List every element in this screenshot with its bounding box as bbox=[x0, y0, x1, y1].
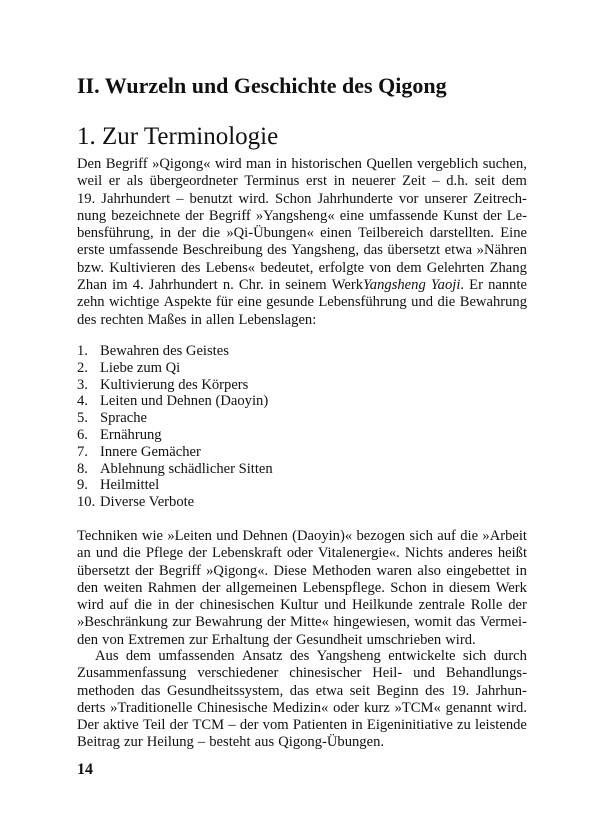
list-item bbox=[77, 360, 273, 377]
text-line: des rechten Maßes in allen Lebenslagen: bbox=[77, 311, 317, 328]
list-item-text: Diverse Verbote bbox=[100, 494, 195, 511]
text-line: Zusammenfassung verschiedener chinesischer Heil- und Behandlungs- bbox=[77, 665, 527, 682]
text-line: den weiten Rahmen der allgemeinen Lebenspflege. Schon in diesem Werk bbox=[77, 579, 527, 596]
list-item-number: 7. bbox=[77, 443, 88, 460]
list-item bbox=[77, 343, 273, 360]
text-line: nung bezeichnete der Begriff »Yangsheng« eine umfassende Kunst der Le- bbox=[77, 207, 527, 224]
text-line: 19. Jahrhundert – benutzt wird. Schon Jahrhunderte vor unserer Zeitrech- bbox=[77, 190, 527, 207]
list-item-text: Ablehnung schädlicher Sitten bbox=[100, 460, 273, 477]
text-line: Techniken wie »Leiten und Dehnen (Daoyin)« bezogen sich auf die »Arbeit bbox=[77, 528, 527, 544]
text-line: den von Extremen zur Erhaltung der Gesundheit umschrieben wird. bbox=[77, 631, 476, 648]
text-line: wird auf die in der chinesischen Kultur und Heilkunde zentrale Rolle der bbox=[77, 597, 527, 614]
section-title: 1. Zur Terminologie bbox=[77, 123, 279, 150]
list-item-number: 3. bbox=[77, 376, 88, 393]
chapter-title: II. Wurzeln und Geschichte des Qigong bbox=[77, 73, 447, 98]
text-line: Aus dem umfassenden Ansatz des Yangsheng entwickelte sich durch bbox=[95, 648, 527, 664]
list-item-text: Innere Gemächer bbox=[100, 443, 201, 460]
intro-paragraph bbox=[77, 156, 527, 329]
text-line: weil er als übergeordneter Terminus erst in neuerer Zeit – d.h. seit dem bbox=[77, 173, 527, 190]
text-line: Zhan im 4. Jahrhundert n. Chr. in seinem WerkYangsheng Yaoji. Er nannte bbox=[77, 277, 527, 294]
text-line: »Beschränkung zur Bewahrung der Mitte« hingewiesen, womit das Vermei- bbox=[77, 614, 527, 631]
text-line: zehn wichtige Aspekte für eine gesunde Lebensführung und die Bewahrung bbox=[77, 294, 527, 311]
list-item-text: Kultivierung des Körpers bbox=[100, 376, 249, 393]
text-line: Der aktive Teil der TCM – der vom Patienten in Eigeninitiative zu leistende bbox=[77, 717, 527, 734]
list-item-number: 4. bbox=[77, 393, 88, 410]
list-item-text: Liebe zum Qi bbox=[100, 359, 181, 376]
text-line: derts »Traditionelle Chinesische Medizin« oder kurz »TCM« genannt wird. bbox=[77, 699, 527, 716]
list-item bbox=[77, 461, 273, 478]
list-item bbox=[77, 393, 273, 410]
list-item-number: 8. bbox=[77, 460, 88, 477]
list-item-number: 9. bbox=[77, 477, 88, 494]
list-item bbox=[77, 377, 273, 394]
list-item bbox=[77, 494, 273, 511]
list-item-text: Sprache bbox=[100, 410, 148, 427]
list-item-number: 5. bbox=[77, 410, 88, 427]
list-item-text: Leiten und Dehnen (Daoyin) bbox=[100, 393, 269, 410]
text-line: Beitrag zur Heilung – besteht aus Qigong-Übungen. bbox=[77, 734, 385, 751]
list-item bbox=[77, 410, 273, 427]
list-item bbox=[77, 427, 273, 444]
text-line: übersetzt der Begriff »Qigong«. Diese Methoden waren also eingebettet in bbox=[77, 562, 527, 579]
list-item-number: 1. bbox=[77, 343, 88, 359]
text-line: methoden das Gesundheitssystem, das etwa seit Beginn des 19. Jahrhun- bbox=[77, 682, 527, 699]
aspects-list bbox=[77, 343, 273, 511]
list-item-number: 2. bbox=[77, 359, 88, 376]
text-line: Den Begriff »Qigong« wird man in historischen Quellen vergeblich suchen, bbox=[77, 156, 527, 172]
list-item-number: 10. bbox=[77, 494, 96, 511]
text-line: an und die Pflege der Lebenskraft oder Vitalenergie«. Nichts anderes heißt bbox=[77, 545, 527, 562]
tcm-paragraph bbox=[77, 648, 527, 752]
text-line: bensführung, in der die »Qi-Übungen« einen Teilbereich darstellten. Eine bbox=[77, 225, 527, 242]
list-item-number: 6. bbox=[77, 426, 88, 443]
list-item-text: Heilmittel bbox=[100, 477, 160, 494]
page-number: 14 bbox=[77, 761, 93, 778]
list-item-text: Bewahren des Geistes bbox=[100, 343, 229, 359]
list-item bbox=[77, 444, 273, 461]
list-item bbox=[77, 477, 273, 494]
text-line: bzw. Kultivieren des Lebens« bedeutet, erfolgte von dem Gelehrten Zhang bbox=[77, 259, 527, 276]
text-line: erste umfassende Beschreibung des Yangsheng, das übersetzt etwa »Nähren bbox=[77, 242, 527, 259]
list-item-text: Ernährung bbox=[100, 426, 162, 443]
techniques-paragraph bbox=[77, 528, 527, 649]
